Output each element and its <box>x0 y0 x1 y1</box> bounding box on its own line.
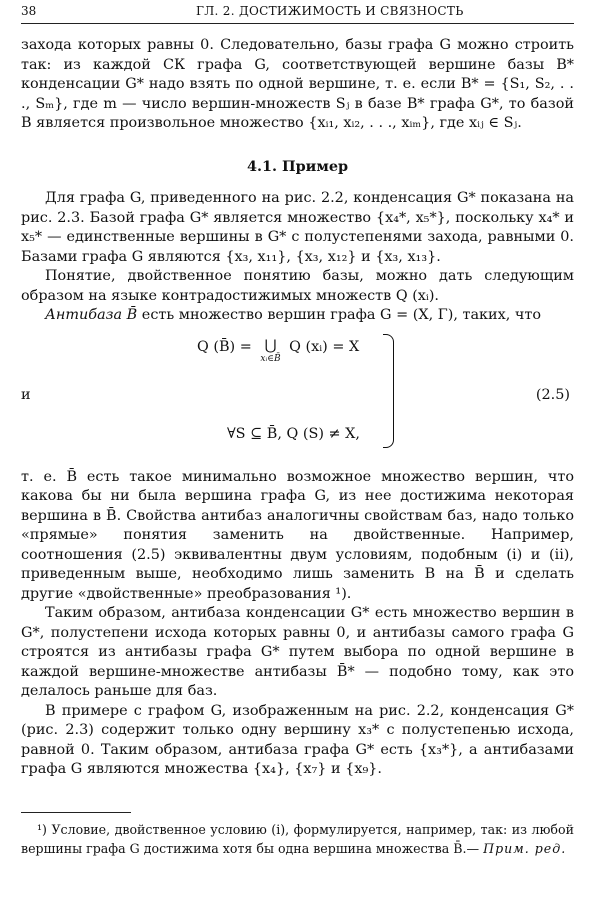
formula-2-5 <box>21 330 574 462</box>
paragraph-antibase-condensation: Таким образом, антибаза конденсации G* есть множество вершин в G*, полустепени исхода которых равны 0, и антибазы самого графа G строятся из антибазы графа G* путем выбора по одной вершине в каждой вершине-множестве антибазы B̄* — подобно тому, как это делалось раньше для баз. <box>21 605 574 699</box>
formula-line1-right: Q (xᵢ) = X <box>284 338 360 355</box>
paragraph-antibase-explain: т. е. B̄ есть такое минимально возможное множество вершин, что какова бы ни была вершина графа G, из нее достижима некоторая вершина в B̄. Свойства антибаз аналогичны свойствам баз, надо только «прямые» понятия заменить на двойственные. Например, соотношения (2.5) эквивалентны двум условиям, подобным (i) и (ii), приведенным выше, необходимо лишь заменить B на B̄ и сделать другие «двойственные» преобразования ¹). <box>21 468 574 602</box>
paragraph-antibase-def <box>21 306 574 326</box>
header-rule <box>21 23 574 24</box>
union-subscript: xᵢ∈B̄ <box>260 353 281 364</box>
footnote-text: ¹) Условие, двойственное условию (i), формулируется, например, так: из любой вершины графа G достижима хотя бы одна вершина множества B̄.— <box>21 822 574 856</box>
paragraph-dual-concept: Понятие, двойственное понятию базы, можно дать следующим образом на языке контрадостижимых множеств Q (xᵢ). <box>21 268 574 304</box>
footnote-rule <box>21 812 131 813</box>
editor-note: Прим. ред. <box>483 841 567 856</box>
page-number: 38 <box>21 4 37 18</box>
section-heading: 4.1. Пример <box>246 157 349 175</box>
union-symbol: ⋃ <box>264 337 277 354</box>
page-body <box>21 36 574 780</box>
union-operator <box>260 338 280 364</box>
equation-number: (2.5) <box>535 386 570 403</box>
formula-line-1 <box>197 338 359 364</box>
paragraph-intro: захода которых равны 0. Следовательно, базы графа G можно строить так: из каждой СК графа G, соответствующей вершине базы B* конденсации G* надо взять по одной вершине, т. е. если B* = {S₁, S₂, . . ., Sₘ}, где m — число вершин-множеств Sⱼ в базе B* графа G*, то базой B является произвольное множество {xᵢ₁, xᵢ₂, . . ., xᵢₘ}, где xᵢⱼ ∈ Sⱼ. <box>21 37 574 131</box>
right-brace <box>383 334 394 448</box>
paragraph-antibase-example: В примере с графом G, изображенным на рис. 2.2, конденсация G* (рис. 2.3) содержит только одну вершину x₃* с полустепенью исхода, равной 0. Таким образом, антибаза графа G* есть {x₃*}, а антибазами графа G являются множества {x₄}, {x₇} и {x₉}. <box>21 702 574 777</box>
formula-line-2: ∀S ⊆ B̄, Q (S) ≠ X, <box>227 425 360 442</box>
formula-line1-left: Q (B̄) = <box>197 338 257 355</box>
paragraph-example: Для графа G, приведенного на рис. 2.2, конденсация G* показана на рис. 2.3. Базой графа G* является множество {x₄*, x₅*}, поскольку x₄* и x₅* — единственные вершины в G* с полустепенями захода, равными 0. Базами графа G являются {x₃, x₁₁}, {x₃, x₁₂} и {x₃, x₁₃}. <box>21 190 574 265</box>
running-header <box>21 4 574 24</box>
chapter-title: ГЛ. 2. ДОСТИЖИМОСТЬ И СВЯЗНОСТЬ <box>196 4 464 18</box>
formula-conjunction: и <box>21 386 31 403</box>
footnote-paragraph <box>21 820 574 858</box>
antibase-definition: есть множество вершин графа G = (X, Γ), таких, что <box>137 307 542 323</box>
antibase-term: Антибаза B̄ <box>45 307 138 323</box>
footnote <box>21 820 574 858</box>
